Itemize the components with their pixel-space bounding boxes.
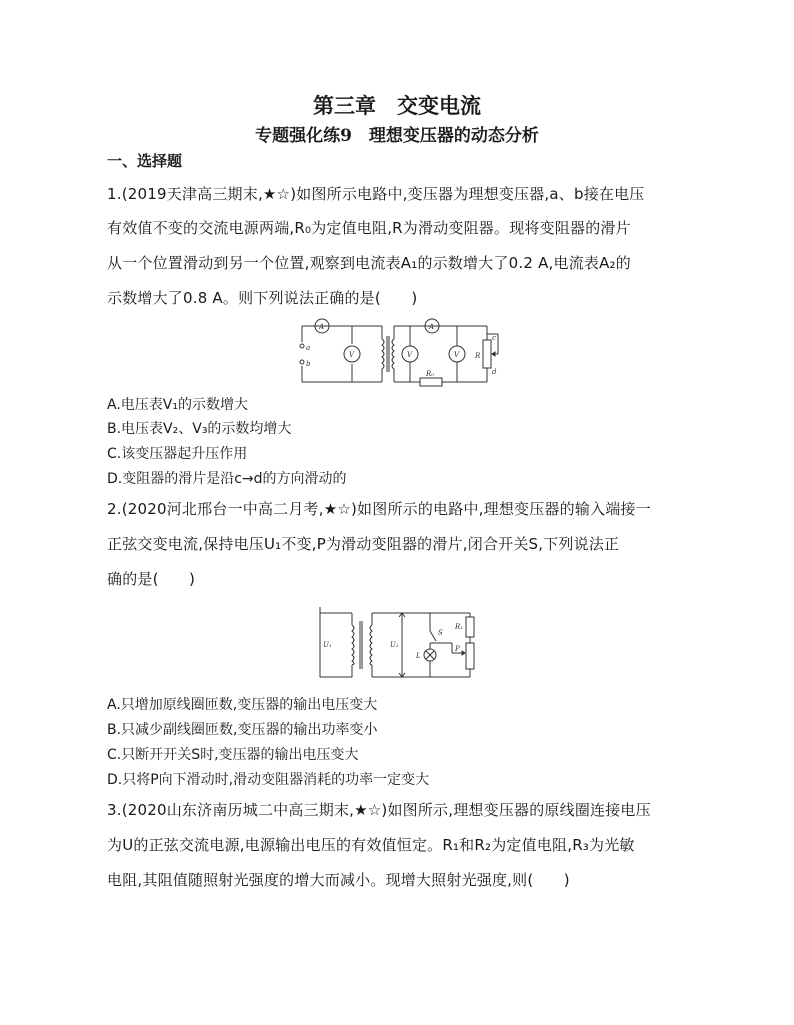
svg-text:V: V: [407, 351, 413, 359]
svg-text:b: b: [306, 360, 311, 368]
section-heading: 一、选择题: [107, 152, 183, 170]
q1-circuit-diagram: [292, 314, 507, 392]
q3-line-2: 为U的正弦交流电源,电源输出电压的有效值恒定。R₁和R₂为定值电阻,R₃为光敏: [107, 836, 635, 854]
q3-line-3: 电阻,其阻值随照射光强度的增大而减小。现增大照射光强度,则( ): [107, 871, 570, 889]
q2-line-1: 2.(2020河北邢台一中高二月考,★☆)如图所示的电路中,理想变压器的输入端接一: [107, 500, 651, 518]
svg-text:R₁: R₁: [455, 623, 464, 631]
svg-text:d: d: [492, 368, 497, 376]
q2-line-3: 确的是( ): [107, 570, 196, 588]
svg-text:U₂: U₂: [390, 641, 399, 649]
svg-text:A: A: [429, 323, 435, 331]
svg-text:P: P: [455, 645, 460, 653]
svg-text:A: A: [319, 323, 325, 331]
svg-text:R: R: [475, 352, 481, 360]
svg-text:L: L: [416, 652, 421, 660]
svg-text:c: c: [492, 334, 496, 342]
q2-circuit-diagram: [312, 603, 482, 685]
svg-text:R₀: R₀: [426, 370, 435, 378]
q2-option-b: B.只减少副线圈匝数,变压器的输出功率变小: [107, 722, 378, 738]
svg-text:V: V: [454, 351, 460, 359]
q1-option-a: A.电压表V₁的示数增大: [107, 397, 248, 413]
q1-option-d: D.变阻器的滑片是沿c→d的方向滑动的: [107, 471, 347, 487]
svg-text:V: V: [349, 351, 355, 359]
q1-line-2: 有效值不变的交流电源两端,R₀为定值电阻,R为滑动变阻器。现将变阻器的滑片: [107, 219, 631, 237]
q1-line-3: 从一个位置滑动到另一个位置,观察到电流表A₁的示数增大了0.2 A,电流表A₂的: [107, 254, 631, 272]
q2-option-a: A.只增加原线圈匝数,变压器的输出电压变大: [107, 697, 378, 713]
q3-line-1: 3.(2020山东济南历城二中高三期末,★☆)如图所示,理想变压器的原线圈连接电压: [107, 801, 651, 819]
section-subtitle: 专题强化练9 理想变压器的动态分析: [255, 126, 539, 146]
q1-line-4: 示数增大了0.8 A。则下列说法正确的是( ): [107, 289, 418, 307]
q1-option-b: B.电压表V₂、V₃的示数均增大: [107, 421, 292, 437]
q1-option-c: C.该变压器起升压作用: [107, 446, 248, 462]
q2-option-c: C.只断开开关S时,变压器的输出电压变大: [107, 747, 359, 763]
q2-option-d: D.只将P向下滑动时,滑动变阻器消耗的功率一定变大: [107, 772, 430, 788]
svg-text:S: S: [438, 629, 443, 637]
chapter-title: 第三章 交变电流: [313, 93, 481, 118]
svg-text:U₁: U₁: [323, 641, 332, 649]
svg-text:a: a: [306, 344, 311, 352]
q2-line-2: 正弦交变电流,保持电压U₁不变,P为滑动变阻器的滑片,闭合开关S,下列说法正: [107, 535, 620, 553]
q1-line-1: 1.(2019天津高三期末,★☆)如图所示电路中,变压器为理想变压器,a、b接在电压: [107, 185, 645, 203]
